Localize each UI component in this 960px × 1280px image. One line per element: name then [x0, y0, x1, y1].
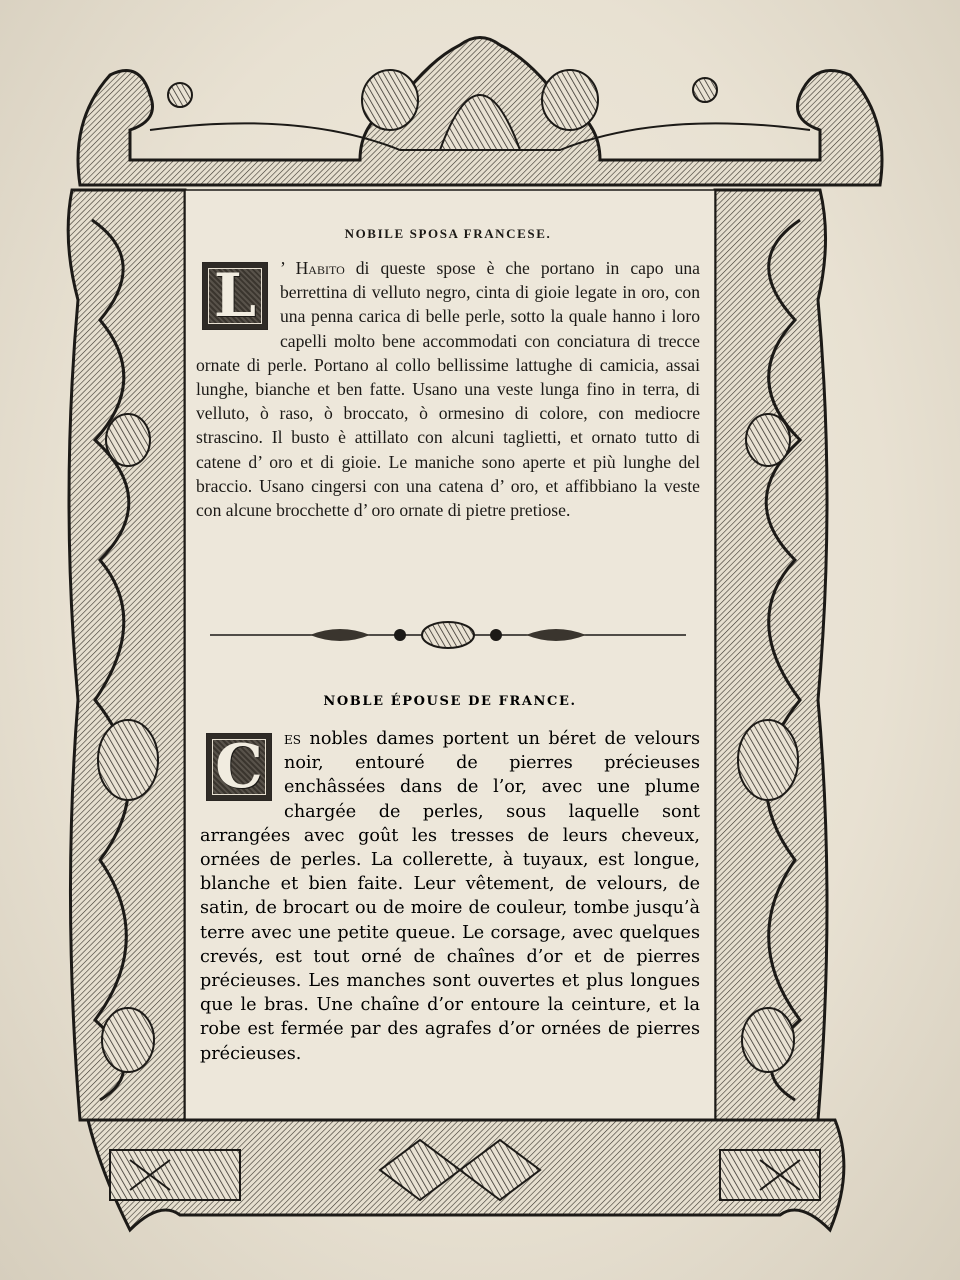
ornamental-divider — [210, 620, 686, 650]
left-column-ornament — [68, 190, 185, 1120]
italian-section — [196, 226, 700, 522]
french-body-text: nobles dames portent un béret de velours noir, entouré de pierres précieuses enchâssées dans de l’or, avec une plume chargée de perles, sous laquelle sont arrangées avec goût les tresses de leurs cheveux, ornées de perles. La collerette, à tuyaux, est longue, blanche et bien faite. Leur vêtement, de velours, de satin, de brocart ou de moire de couleur, tombe jusqu’à terre avec une petite queue. Le corsage, avec quelques crevés, est tout orné de chaînes d’or et de pierres précieuses. Les manches sont ouvertes et plus longues que le bras. Une chaîne d’or entoure la ceinture, et la robe est fermée par des agrafes d’or ornées de pierres précieuses. — [200, 729, 700, 1064]
italian-lead-words: ’ Habito — [280, 258, 345, 278]
italian-paragraph — [196, 256, 700, 522]
french-heading: NOBLE ÉPOUSE DE FRANCE. — [323, 694, 577, 709]
italian-heading: NOBILE SPOSA FRANCESE. — [344, 226, 552, 241]
french-paragraph — [200, 727, 700, 1066]
illuminated-initial-l: L — [202, 262, 268, 330]
french-section — [200, 694, 700, 1066]
right-column-ornament — [715, 190, 827, 1120]
french-lead-words: es — [284, 729, 301, 749]
top-cartouche-ornament — [78, 38, 882, 186]
illuminated-initial-c: C — [206, 733, 272, 801]
italian-body-text: di queste spose è che portano in capo una berrettina di velluto negro, cinta di gioie legate in oro, con una penna carica di belle perle, sotto la quale hanno i loro capelli molto bene accommodati con conciatura di trecce ornate di perle. Portano al collo bellissime lattughe di camicia, assai lunghe, bianche et ben fatte. Usano una veste lunga fino in terra, di velluto, ò raso, ò broccato, ò ormesino di colore, con mediocre strascino. Il busto è attillato con alcuni taglietti, et ornato tutto di catene d’ oro et di gioie. Le maniche sono aperte et più lunghe del braccio. Usano cingersi con una catena d’ oro, et affibbiano la veste con alcune brocchette d’ oro ornate di pietre pretiose. — [196, 258, 700, 521]
bottom-base-ornament — [88, 1120, 844, 1230]
